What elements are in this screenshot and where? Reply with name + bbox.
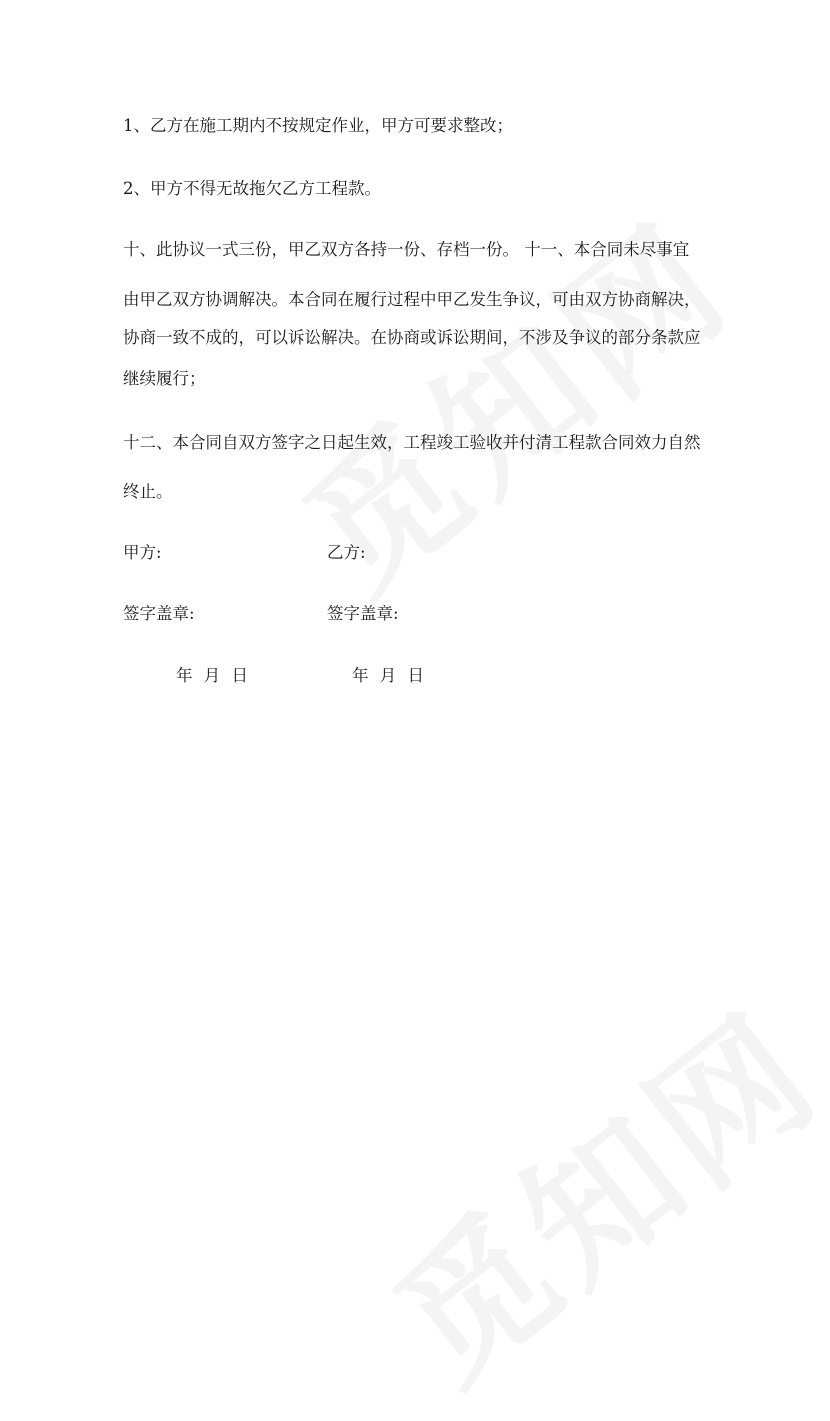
party-a-date: 年 月 日 — [176, 666, 248, 685]
clause-line: 由甲乙双方协调解决。本合同在履行过程中甲乙发生争议，可由双方协商解决， — [123, 290, 701, 309]
party-a-label: 甲方: — [123, 543, 162, 562]
clause-line: 十二、本合同自双方签字之日起生效，工程竣工验收并付清工程款合同效力自然 — [123, 433, 701, 452]
party-b-date: 年 月 日 — [352, 666, 424, 685]
clause-line: 继续履行； — [123, 369, 206, 388]
clause-line: 2、甲方不得无故拖欠乙方工程款。 — [123, 179, 381, 198]
party-b-label: 乙方: — [327, 543, 366, 562]
clause-line: 协商一致不成的，可以诉讼解决。在协商或诉讼期间，不涉及争议的部分条款应 — [123, 328, 701, 347]
clause-line: 终止。 — [123, 482, 173, 501]
party-b-signature-label: 签字盖章: — [327, 604, 399, 623]
clause-line: 1、乙方在施工期内不按规定作业，甲方可要求整改； — [123, 116, 513, 135]
party-a-signature-label: 签字盖章: — [123, 604, 195, 623]
watermark — [344, 955, 830, 1421]
clause-line: 十、此协议一式三份，甲乙双方各持一份、存档一份。 十一、本合同未尽事宜 — [123, 240, 690, 259]
